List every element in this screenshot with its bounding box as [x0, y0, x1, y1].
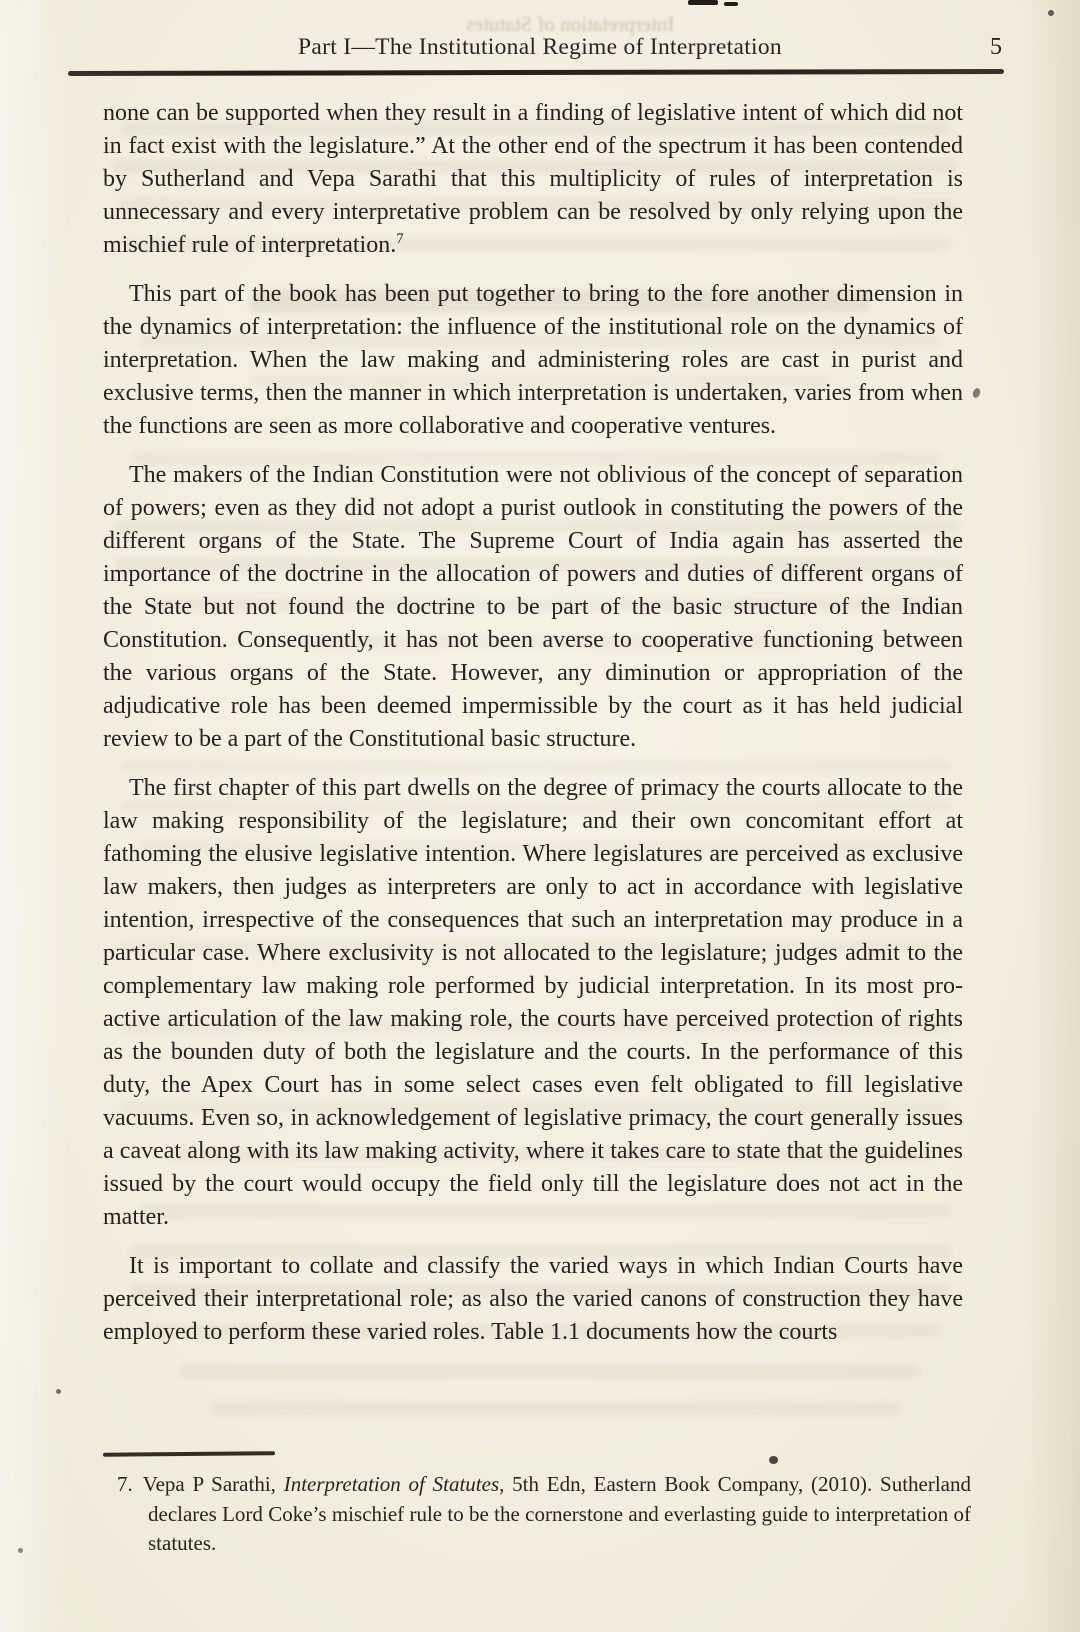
footnote-text-before-title: Vepa P Sarathi, [142, 1472, 284, 1496]
page-number: 5 [990, 34, 1002, 60]
paragraph-1-text: none can be supported when they result in a finding of legislative intent of which did not in fact exist with the legislature.” At the other end of the spectrum it has been contended by Sutherland and Vepa Sarathi that this multiplicity of rules of interpretation is unnecessary and every interpretative problem can be resolved by only relying upon the mischief rule of interpretation. [103, 100, 963, 258]
footnote-number: 7. [117, 1472, 133, 1496]
paragraph-2: This part of the book has been put together to bring to the fore another dimension in the dynamics of interpretation: the influence of the institutional role on the dynamics of interpretation. When the law making and administering roles are cast in purist and exclusive terms, then the manner in which interpretation is undertaken, varies from when the functions are seen as more collaborative and cooperative ventures. [103, 281, 963, 439]
scan-artifact [724, 2, 738, 6]
header-rule [68, 69, 1004, 76]
scan-artifact [1048, 10, 1054, 16]
scan-artifact [972, 387, 982, 399]
body-text [103, 97, 963, 1365]
page-header [70, 34, 1010, 68]
paragraph-4: The first chapter of this part dwells on the degree of primacy the courts allocate to the law making responsibility of the legislature; and their own concomitant effort at fathoming the elusive legislative intention. Where legislatures are perceived as exclusive law makers, then judges as interpreters are only to act in accordance with legislative intention, irrespective of the consequences that such an interpretation may produce in a particular case. Where exclusivity is not allocated to the legislature; judges admit to the complementary law making role performed by judicial interpretation. In its most pro-active articulation of the law making role, the courts have perceived protection of rights as the bounden duty of both the legislature and the courts. In the performance of this duty, the Apex Court has in some select cases even felt obligated to fill legislative vacuums. Even so, in acknowledgement of legislative primacy, the court generally issues a caveat along with its law making activity, where it takes care to state that the guidelines issued by the court would occupy the field only till the legislature does not act in the matter. [103, 775, 963, 1230]
paragraph-3: The makers of the Indian Constitution were not oblivious of the concept of separation of powers; even as they did not adopt a purist outlook in constituting the powers of the different organs of the State. The Supreme Court of India again has asserted the importance of the doctrine in the allocation of powers and duties of different organs of the State but not found the doctrine to be part of the basic structure of the Indian Constitution. Consequently, it has not been averse to cooperative functioning between the various organs of the State. However, any diminution or appropriation of the adjudicative role has been deemed impermissible by the court as it has held judicial review to be a part of the Constitutional basic structure. [103, 462, 963, 752]
footnote-text-after-title: , 5th Edn, Eastern Book Company, (2010). Sutherland declares Lord Coke’s mischief rule to be the cornerstone and everlasting guide to interpretation of statutes. [148, 1472, 971, 1555]
paragraph-1 [103, 97, 963, 262]
running-head-title: Part I—The Institutional Regime of Interpretation [298, 34, 782, 60]
scan-artifact [56, 1389, 61, 1394]
footnote-7 [103, 1470, 971, 1559]
bleedthrough-smudge [210, 1402, 900, 1415]
footnote-reference-7: 7 [396, 231, 404, 247]
scan-artifact [769, 1456, 778, 1464]
bleedthrough-running-head: Interpretation of Statutes [465, 12, 675, 36]
footnote-book-title: Interpretation of Statutes [283, 1472, 500, 1496]
scan-artifact [18, 1548, 23, 1553]
footnote-area [103, 1452, 971, 1559]
bleedthrough-smudge [180, 1365, 920, 1378]
scan-artifact [688, 0, 718, 5]
paragraph-5: It is important to collate and classify the varied ways in which Indian Courts have perceived their interpretational role; as also the varied canons of construction they have employed to perform these varied roles. Table 1.1 documents how the courts [103, 1253, 963, 1345]
footnote-separator-rule [103, 1451, 275, 1457]
